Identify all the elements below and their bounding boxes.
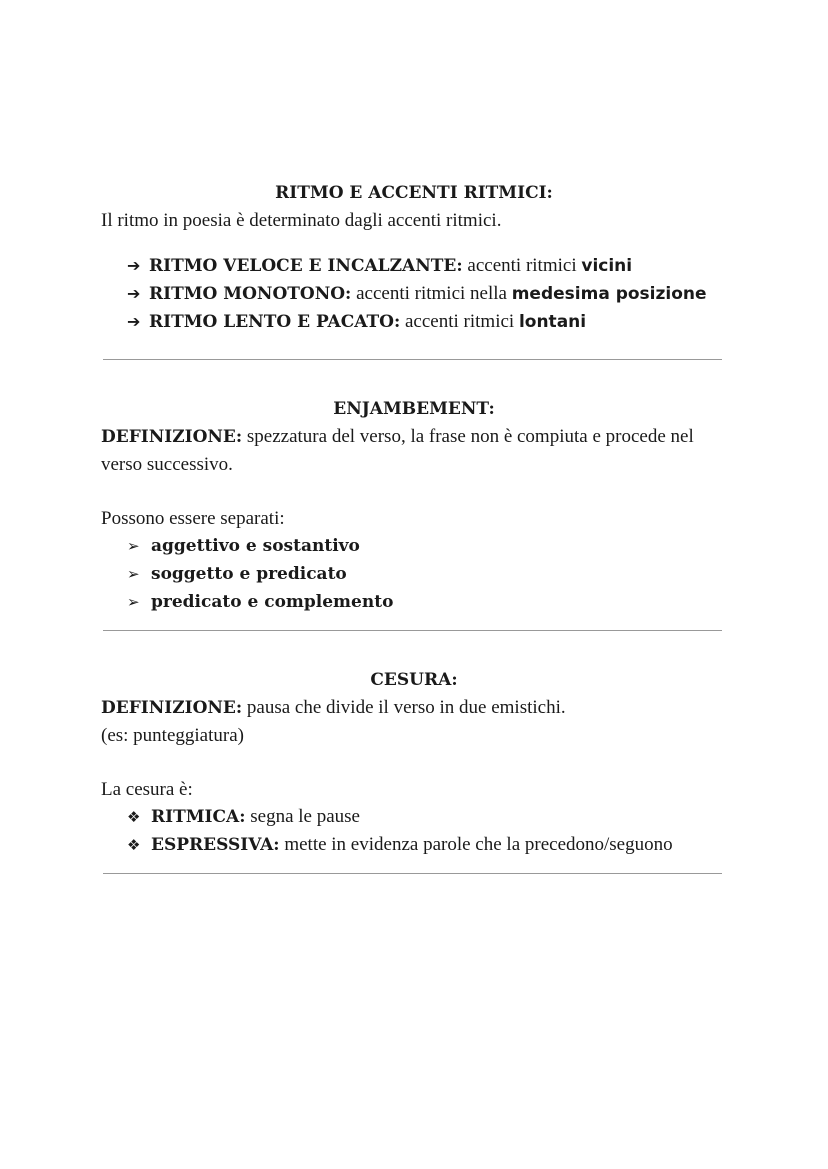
list-item	[127, 308, 731, 336]
arrowhead-right-icon: ➢	[127, 593, 140, 611]
list-item	[127, 560, 731, 588]
item-text: aggettivo e sostantivo	[151, 536, 360, 556]
item-label: RITMICA:	[151, 807, 246, 827]
arrow-right-icon: ➔	[127, 312, 141, 331]
definition-text: pausa che divide il verso in due emistichi.	[242, 697, 566, 718]
definition-text: spezzatura del verso, la frase non è compiuta e procede nel verso successivo.	[101, 426, 694, 475]
enjambement-list-intro: Possono essere separati:	[101, 508, 285, 529]
arrowhead-right-icon: ➢	[127, 537, 140, 555]
item-text: accenti ritmici	[462, 255, 582, 276]
list-item	[127, 252, 731, 280]
divider	[103, 873, 722, 874]
arrowhead-right-icon: ➢	[127, 565, 140, 583]
item-label: RITMO MONOTONO:	[149, 284, 352, 304]
item-text: soggetto e predicato	[151, 564, 347, 584]
list-item	[127, 532, 731, 560]
section-ritmo	[101, 180, 731, 336]
item-emphasis: medesima posizione	[511, 284, 707, 304]
arrow-right-icon: ➔	[127, 284, 141, 303]
item-text: accenti ritmici	[400, 311, 519, 332]
cesura-list-intro: La cesura è:	[101, 779, 193, 800]
divider	[103, 630, 722, 631]
item-emphasis: lontani	[518, 312, 587, 332]
definition-label: DEFINIZIONE:	[101, 427, 243, 447]
section-title-ritmo: RITMO E ACCENTI RITMICI:	[275, 183, 553, 203]
four-diamond-icon: ❖	[127, 836, 141, 854]
four-diamond-icon: ❖	[127, 808, 141, 826]
section-cesura	[101, 667, 731, 859]
section-title-cesura: CESURA:	[370, 670, 458, 690]
definition-label: DEFINIZIONE:	[101, 698, 243, 718]
arrow-right-icon: ➔	[127, 256, 141, 275]
item-label: RITMO VELOCE E INCALZANTE:	[149, 256, 463, 276]
item-text: segna le pause	[245, 806, 360, 827]
list-item	[127, 831, 731, 859]
item-label: RITMO LENTO E PACATO:	[149, 312, 401, 332]
list-item	[127, 280, 731, 308]
section-title-enjambement: ENJAMBEMENT:	[333, 399, 495, 419]
ritmo-intro: Il ritmo in poesia è determinato dagli accenti ritmici.	[101, 210, 502, 231]
cesura-list	[101, 803, 731, 859]
enjambement-list	[101, 532, 731, 616]
item-text: predicato e complemento	[151, 592, 394, 612]
item-text: mette in evidenza parole che la precedono/seguono	[279, 834, 673, 855]
section-enjambement	[101, 396, 731, 616]
item-text: accenti ritmici nella	[351, 283, 512, 304]
list-item	[127, 803, 731, 831]
list-item	[127, 588, 731, 616]
item-label: ESPRESSIVA:	[151, 835, 280, 855]
divider	[103, 359, 722, 360]
cesura-definition	[101, 694, 731, 722]
ritmo-list	[101, 252, 731, 336]
cesura-example: (es: punteggiatura)	[101, 725, 244, 746]
item-emphasis: vicini	[581, 256, 633, 276]
enjambement-definition	[101, 423, 716, 478]
